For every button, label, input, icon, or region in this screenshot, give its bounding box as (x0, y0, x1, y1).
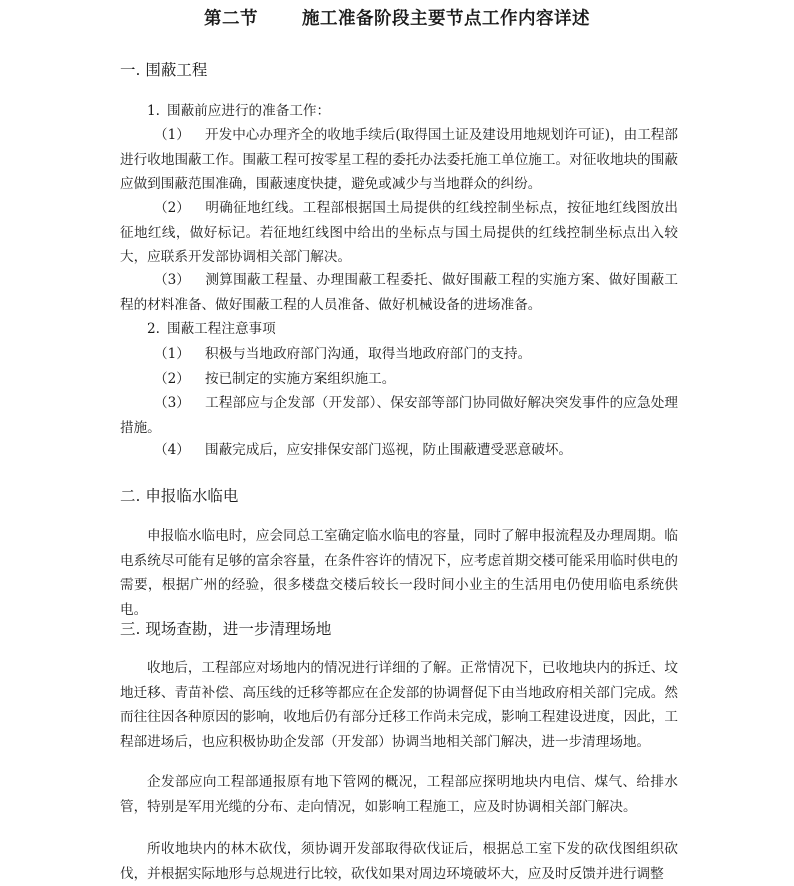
item-1-2: （2） 明确征地红线。工程部根据国土局提供的红线控制坐标点，按征地红线图放出征地红线，做好标记。若征地红线图中给出的坐标点与国土局提供的红线控制坐标点出入较大，应联系开发部协调相关部门解决。 (120, 200, 678, 265)
paragraph-site-survey-2: 企发部应向工程部通报原有地下管网的概况，工程部应探明地块内电信、煤气、给排水管，特别是军用光缆的分布、走向情况，如影响工程施工，应及时协调相关部门解决。 (120, 774, 678, 815)
paragraph-temp-utilities: 申报临水临电时，应会同总工室确定临水临电的容量，同时了解申报流程及办理周期。临电系统尽可能有足够的富余容量，在条件容许的情况下，应考虑首期交楼可能采用临时供电的需要，根据广州的经验，很多楼盘交楼后较长一段时间小业主的生活用电仍使用临电系统供电。 (120, 528, 678, 618)
item-1-3: （3） 测算围蔽工程量、办理围蔽工程委托、做好围蔽工程的实施方案、做好围蔽工程的材料准备、做好围蔽工程的人员准备、做好机械设备的进场准备。 (120, 272, 678, 313)
item-1-1: （1） 开发中心办理齐全的收地手续后(取得国土证及建设用地规划许可证)，由工程部进行收地围蔽工作。围蔽工程可按零星工程的委托办法委托施工单位施工。对征收地块的围蔽应做到围蔽范围准确，围蔽速度快捷，避免或减少与当地群众的纠纷。 (120, 127, 678, 192)
item-2-4: （4） 围蔽完成后，应安排保安部门巡视，防止围蔽遭受恶意破坏。 (154, 442, 573, 458)
item-2-1: （1） 积极与当地政府部门沟通，取得当地政府部门的支持。 (154, 346, 532, 362)
heading-enclosure: 一. 围蔽工程 (120, 61, 208, 79)
heading-site-survey: 三. 现场查勘，进一步清理场地 (120, 620, 332, 638)
item-2-3: （3） 工程部应与企发部（开发部）、保安部等部门协同做好解决突发事件的应急处理措施。 (120, 395, 678, 436)
page-title (0, 5, 794, 30)
section-title: 施工准备阶段主要节点工作内容详述 (302, 9, 590, 29)
subheading-notes: 2. 围蔽工程注意事项 (147, 321, 276, 337)
heading-temp-utilities: 二. 申报临水临电 (120, 487, 239, 505)
subheading-preparation: 1. 围蔽前应进行的准备工作： (147, 103, 331, 119)
paragraph-site-survey-1: 收地后，工程部应对场地内的情况进行详细的了解。正常情况下，已收地块内的拆迁、坟地迁移、青苗补偿、高压线的迁移等都应在企发部的协调督促下由当地政府相关部门完成。然而往往因各种原因的影响，收地后仍有部分迁移工作尚未完成，影响工程建设进度，因此，工程部进场后，也应积极协助企发部（开发部）协调当地相关部门解决，进一步清理场地。 (120, 660, 678, 750)
item-2-2: （2） 按已制定的实施方案组织施工。 (154, 371, 396, 387)
section-number: 第二节 (204, 9, 258, 29)
paragraph-site-survey-3: 所收地块内的林木砍伐，须协调开发部取得砍伐证后，根据总工室下发的砍伐图组织砍伐，并根据实际地形与总规进行比较，砍伐如果对周边环境破坏大，应及时反馈并进行调整 (120, 841, 678, 882)
